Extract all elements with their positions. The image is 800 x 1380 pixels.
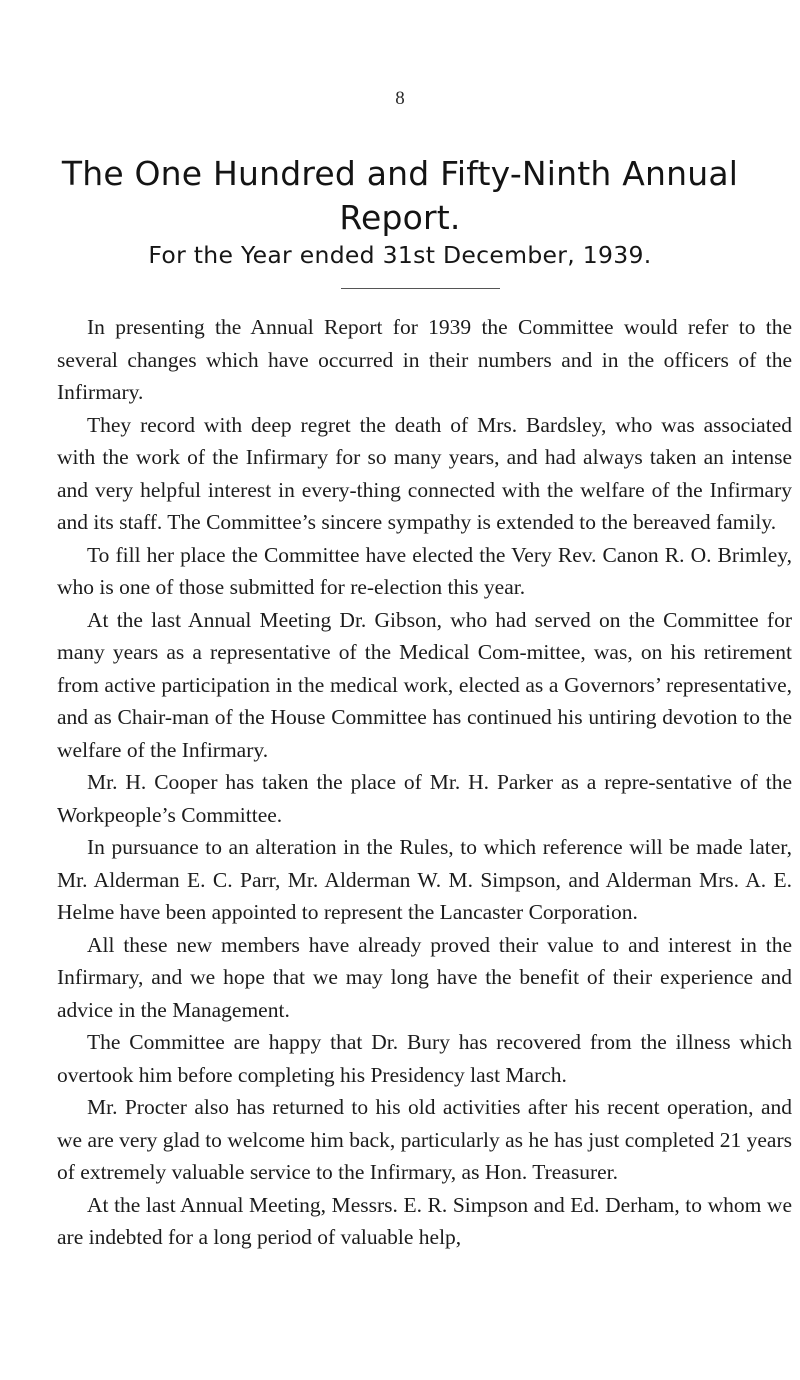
report-title: The One Hundred and Fifty-Ninth Annual Report. — [61, 154, 739, 237]
section-divider — [341, 288, 500, 289]
paragraph: Mr. H. Cooper has taken the place of Mr. H. Parker as a repre-sentative of the Workpeople’s Committee. — [57, 770, 792, 827]
paragraph: The Committee are happy that Dr. Bury has recovered from the illness which overtook him before completing his Presidency last March. — [57, 1030, 792, 1087]
page-number: 8 — [395, 88, 405, 109]
paragraph: In pursuance to an alteration in the Rules, to which reference will be made later, Mr. Alderman E. C. Parr, Mr. Alderman W. M. Simpson, and Alderman Mrs. A. E. Helme have been appointed to represent the Lancaster Corporation. — [57, 835, 792, 924]
paragraph: All these new members have already proved their value to and interest in the Infirmary, and we hope that we may long have the benefit of their experience and advice in the Management. — [57, 932, 792, 1022]
paragraph: At the last Annual Meeting Dr. Gibson, who had served on the Committee for many years as a representative of the Medical Com-mittee, was, on his retirement from active participation in the medical work, elected as a Governors’ representative, and as Chair-man of the House Committee has continued his untiring devotion to the welfare of the Infirmary. — [57, 607, 792, 762]
paragraph: Mr. Procter also has returned to his old activities after his recent operation, and we are very glad to welcome him back, particularly as he has just completed 21 years of extremely valuable service to the Infirmary, as Hon. Treasurer. — [57, 1095, 792, 1184]
report-subtitle: For the Year ended 31st December, 1939. — [148, 241, 652, 269]
paragraph: To fill her place the Committee have elected the Very Rev. Canon R. O. Brimley, who is one of those submitted for re-election this year. — [57, 542, 792, 599]
paragraph: In presenting the Annual Report for 1939 the Committee would refer to the several changes which have occurred in their numbers and in the officers of the Infirmary. — [57, 315, 792, 404]
report-body — [57, 311, 792, 1254]
paragraph: They record with deep regret the death of Mrs. Bardsley, who was associated with the work of the Infirmary for so many years, and had always taken an intense and very helpful interest in every-thing connected with the welfare of the Infirmary and its staff. The Committee’s sincere sympathy is extended to the bereaved family. — [57, 412, 792, 534]
paragraph: At the last Annual Meeting, Messrs. E. R. Simpson and Ed. Derham, to whom we are indebted for a long period of valuable help, — [57, 1192, 792, 1249]
